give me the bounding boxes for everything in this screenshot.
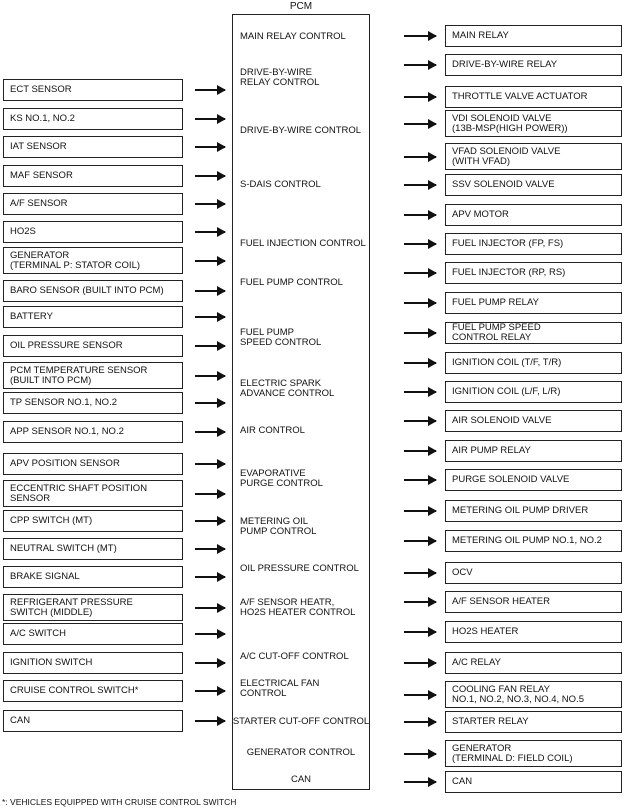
output-device-box: THROTTLE VALVE ACTUATOR <box>445 86 622 108</box>
input-signal-box: APP SENSOR NO.1, NO.2 <box>3 421 183 443</box>
output-arrow <box>404 302 436 304</box>
input-arrow <box>195 548 225 550</box>
output-device-box: GENERATOR (TERMINAL D: FIELD COIL) <box>445 740 622 767</box>
output-device-box: FUEL INJECTOR (FP, FS) <box>445 233 622 255</box>
output-device-box: APV MOTOR <box>445 204 622 226</box>
input-signal-box: HO2S <box>3 221 183 243</box>
input-arrow <box>195 316 225 318</box>
input-signal-box: ECT SENSOR <box>3 79 183 101</box>
pcm-function-label: GENERATOR CONTROL <box>246 747 356 758</box>
output-arrow <box>404 391 436 393</box>
input-signal-box: GENERATOR (TERMINAL P: STATOR COIL) <box>3 247 183 274</box>
input-signal-box: KS NO.1, NO.2 <box>3 108 183 130</box>
output-device-box: STARTER RELAY <box>445 711 622 733</box>
output-arrow <box>404 479 436 481</box>
output-arrow <box>404 662 436 664</box>
output-arrow <box>404 781 436 783</box>
pcm-function-label: OIL PRESSURE CONTROL <box>240 563 359 574</box>
output-device-box: PURGE SOLENOID VALVE <box>445 469 622 491</box>
output-device-box: VFAD SOLENOID VALVE (WITH VFAD) <box>445 143 622 170</box>
input-arrow <box>195 493 225 495</box>
input-signal-box: BATTERY <box>3 306 183 328</box>
output-device-box: METERING OIL PUMP NO.1, NO.2 <box>445 530 622 552</box>
output-device-box: IGNITION COIL (L/F, L/R) <box>445 381 622 403</box>
input-arrow <box>195 690 225 692</box>
input-arrow <box>195 89 225 91</box>
output-device-box: CAN <box>445 771 622 793</box>
pcm-function-label: FUEL PUMP SPEED CONTROL <box>240 327 322 348</box>
output-device-box: FUEL PUMP SPEED CONTROL RELAY <box>445 322 622 344</box>
output-arrow <box>404 123 436 125</box>
input-arrow <box>195 118 225 120</box>
output-arrow <box>404 601 436 603</box>
pcm-function-label: ELECTRICAL FAN CONTROL <box>240 678 320 699</box>
input-arrow <box>195 231 225 233</box>
input-arrow <box>195 260 225 262</box>
input-arrow <box>195 402 225 404</box>
input-signal-box: CPP SWITCH (MT) <box>3 510 183 532</box>
input-signal-box: BARO SENSOR (BUILT INTO PCM) <box>3 280 183 302</box>
output-arrow <box>404 214 436 216</box>
pcm-function-label: CAN <box>290 774 312 785</box>
input-signal-box: MAF SENSOR <box>3 165 183 187</box>
output-arrow <box>404 420 436 422</box>
pcm-function-label: METERING OIL PUMP CONTROL <box>240 516 317 537</box>
input-signal-box: A/C SWITCH <box>3 623 183 645</box>
output-arrow <box>404 450 436 452</box>
output-device-box: A/F SENSOR HEATER <box>445 591 622 613</box>
pcm-function-label: EVAPORATIVE PURGE CONTROL <box>240 468 323 489</box>
output-device-box: AIR SOLENOID VALVE <box>445 410 622 432</box>
input-signal-box: CRUISE CONTROL SWITCH* <box>3 680 183 702</box>
output-device-box: IGNITION COIL (T/F, T/R) <box>445 352 622 374</box>
input-signal-box: TP SENSOR NO.1, NO.2 <box>3 392 183 414</box>
pcm-function-label: A/C CUT-OFF CONTROL <box>240 651 349 662</box>
pcm-function-label: MAIN RELAY CONTROL <box>240 31 346 42</box>
output-arrow <box>404 184 436 186</box>
input-signal-box: PCM TEMPERATURE SENSOR (BUILT INTO PCM) <box>3 362 183 389</box>
input-signal-box: BRAKE SIGNAL <box>3 566 183 588</box>
input-arrow <box>195 431 225 433</box>
pcm-function-label: FUEL PUMP CONTROL <box>240 277 343 288</box>
pcm-function-label: S-DAIS CONTROL <box>240 179 321 190</box>
output-arrow <box>404 156 436 158</box>
input-arrow <box>195 607 225 609</box>
input-arrow <box>195 345 225 347</box>
input-arrow <box>195 720 225 722</box>
input-arrow <box>195 463 225 465</box>
output-device-box: METERING OIL PUMP DRIVER <box>445 500 622 522</box>
output-arrow <box>404 96 436 98</box>
input-arrow <box>195 146 225 148</box>
input-signal-box: A/F SENSOR <box>3 193 183 215</box>
input-arrow <box>195 662 225 664</box>
input-signal-box: NEUTRAL SWITCH (MT) <box>3 538 183 560</box>
input-signal-box: OIL PRESSURE SENSOR <box>3 335 183 357</box>
output-arrow <box>404 510 436 512</box>
input-signal-box: ECCENTRIC SHAFT POSITION SENSOR <box>3 480 183 507</box>
input-signal-box: REFRIGERANT PRESSURE SWITCH (MIDDLE) <box>3 594 183 621</box>
pcm-function-label: STARTER CUT-OFF CONTROL <box>232 716 370 727</box>
input-arrow <box>195 520 225 522</box>
pcm-title: PCM <box>289 1 313 12</box>
output-arrow <box>404 572 436 574</box>
output-arrow <box>404 332 436 334</box>
pcm-function-label: A/F SENSOR HEATR, HO2S HEATER CONTROL <box>240 597 356 618</box>
pcm-function-label: DRIVE-BY-WIRE CONTROL <box>240 125 362 136</box>
pcm-function-label: ELECTRIC SPARK ADVANCE CONTROL <box>240 378 335 399</box>
output-arrow <box>404 35 436 37</box>
output-arrow <box>404 540 436 542</box>
pcm-function-label: AIR CONTROL <box>240 425 305 436</box>
output-device-box: MAIN RELAY <box>445 25 622 47</box>
input-arrow <box>195 175 225 177</box>
input-signal-box: APV POSITION SENSOR <box>3 453 183 475</box>
output-device-box: AIR PUMP RELAY <box>445 440 622 462</box>
footnote: *: VEHICLES EQUIPPED WITH CRUISE CONTROL SWITCH <box>2 797 237 807</box>
output-device-box: VDI SOLENOID VALVE (13B-MSP(HIGH POWER)) <box>445 110 622 137</box>
input-signal-box: IGNITION SWITCH <box>3 652 183 674</box>
output-device-box: FUEL PUMP RELAY <box>445 292 622 314</box>
input-arrow <box>195 290 225 292</box>
input-signal-box: CAN <box>3 710 183 732</box>
output-arrow <box>404 64 436 66</box>
output-device-box: OCV <box>445 562 622 584</box>
output-arrow <box>404 362 436 364</box>
output-arrow <box>404 631 436 633</box>
output-device-box: HO2S HEATER <box>445 621 622 643</box>
input-arrow <box>195 633 225 635</box>
output-device-box: SSV SOLENOID VALVE <box>445 174 622 196</box>
input-arrow <box>195 576 225 578</box>
pcm-function-label: FUEL INJECTION CONTROL <box>240 238 366 249</box>
output-arrow <box>404 753 436 755</box>
output-arrow <box>404 694 436 696</box>
output-arrow <box>404 243 436 245</box>
input-arrow <box>195 375 225 377</box>
output-device-box: COOLING FAN RELAY NO.1, NO.2, NO.3, NO.4, NO.5 <box>445 681 622 708</box>
input-signal-box: IAT SENSOR <box>3 136 183 158</box>
pcm-function-label: DRIVE-BY-WIRE RELAY CONTROL <box>240 67 320 88</box>
output-device-box: A/C RELAY <box>445 652 622 674</box>
output-device-box: FUEL INJECTOR (RP, RS) <box>445 262 622 284</box>
output-arrow <box>404 721 436 723</box>
output-device-box: DRIVE-BY-WIRE RELAY <box>445 54 622 76</box>
input-arrow <box>195 203 225 205</box>
output-arrow <box>404 272 436 274</box>
